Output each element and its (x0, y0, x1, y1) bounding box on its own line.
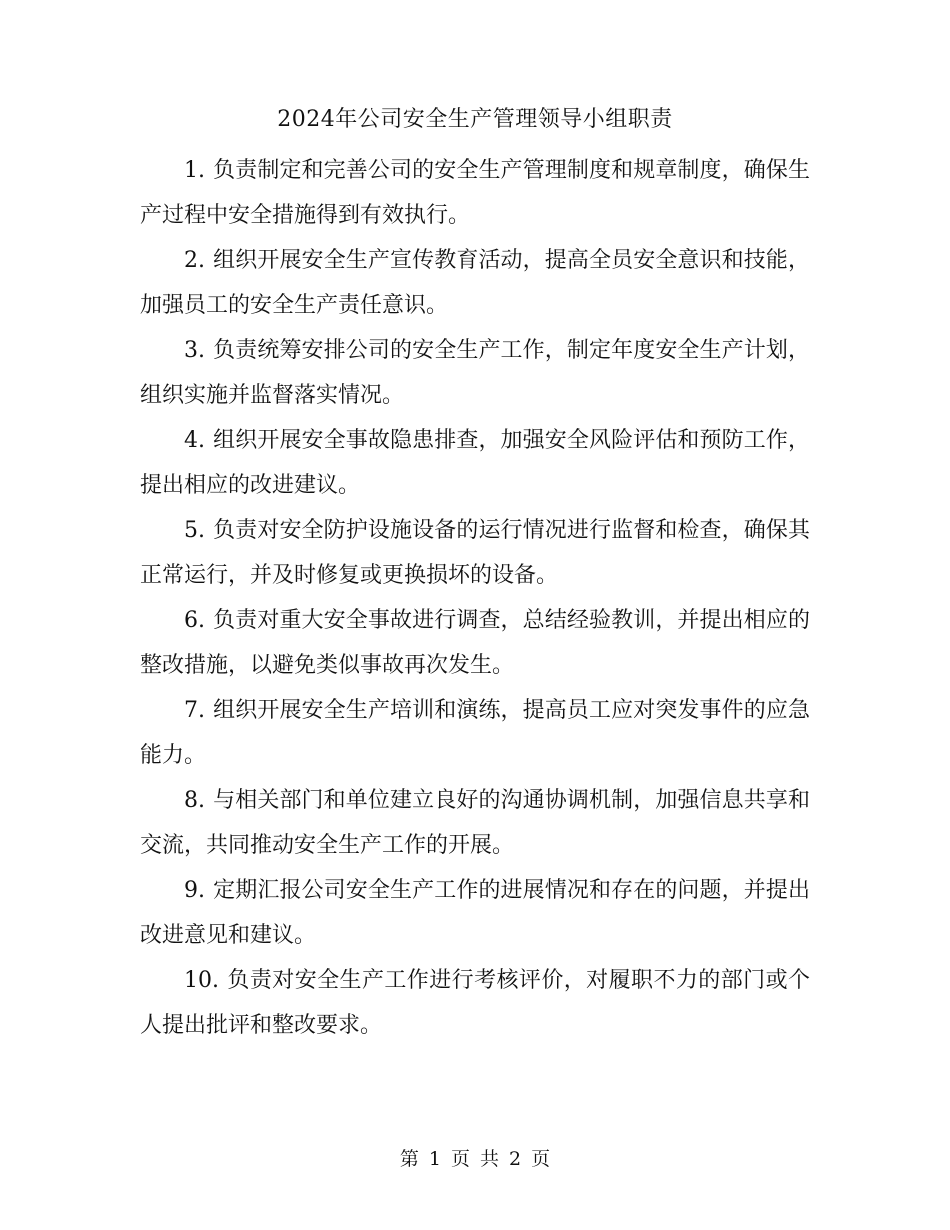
list-item (140, 148, 810, 238)
clause-text: 负责对重大安全事故进行调查，总结经验教训，并提出相应的整改措施，以避免类似事故再次发生。 (140, 608, 810, 678)
clause-number: 6. (184, 608, 205, 633)
list-item (140, 328, 810, 418)
list-item (140, 958, 810, 1048)
clause-number: 4. (184, 428, 205, 453)
list-item (140, 598, 810, 688)
list-item (140, 238, 810, 328)
clause-text: 组织开展安全生产培训和演练，提高员工应对突发事件的应急能力。 (140, 698, 810, 768)
list-item (140, 778, 810, 868)
clause-text: 负责对安全生产工作进行考核评价，对履职不力的部门或个人提出批评和整改要求。 (140, 968, 810, 1038)
list-item (140, 868, 810, 958)
clause-text: 负责对安全防护设施设备的运行情况进行监督和检查，确保其正常运行，并及时修复或更换损坏的设备。 (140, 518, 810, 588)
list-item (140, 418, 810, 508)
list-item (140, 688, 810, 778)
document-title: 2024年公司安全生产管理领导小组职责 (277, 107, 673, 132)
clause-text: 与相关部门和单位建立良好的沟通协调机制，加强信息共享和交流，共同推动安全生产工作的开展。 (140, 788, 810, 858)
clause-number: 7. (184, 698, 205, 723)
list-item (140, 508, 810, 598)
clause-text: 定期汇报公司安全生产工作的进展情况和存在的问题，并提出改进意见和建议。 (140, 878, 810, 948)
clause-number: 9. (184, 878, 205, 903)
clause-number: 8. (184, 788, 205, 813)
page-footer: 第 1 页 共 2 页 (399, 1148, 551, 1170)
clause-number: 2. (184, 248, 205, 273)
clause-number: 3. (184, 338, 205, 363)
clause-text: 负责统筹安排公司的安全生产工作，制定年度安全生产计划，组织实施并监督落实情况。 (140, 338, 810, 408)
clause-text: 组织开展安全事故隐患排查，加强安全风险评估和预防工作，提出相应的改进建议。 (140, 428, 810, 498)
clause-number: 5. (184, 518, 205, 543)
clause-text: 组织开展安全生产宣传教育活动，提高全员安全意识和技能，加强员工的安全生产责任意识。 (140, 248, 810, 318)
clause-number: 1. (184, 158, 205, 183)
clause-list (140, 148, 810, 1048)
clause-number: 10. (184, 968, 219, 993)
clause-text: 负责制定和完善公司的安全生产管理制度和规章制度，确保生产过程中安全措施得到有效执行。 (140, 158, 810, 228)
